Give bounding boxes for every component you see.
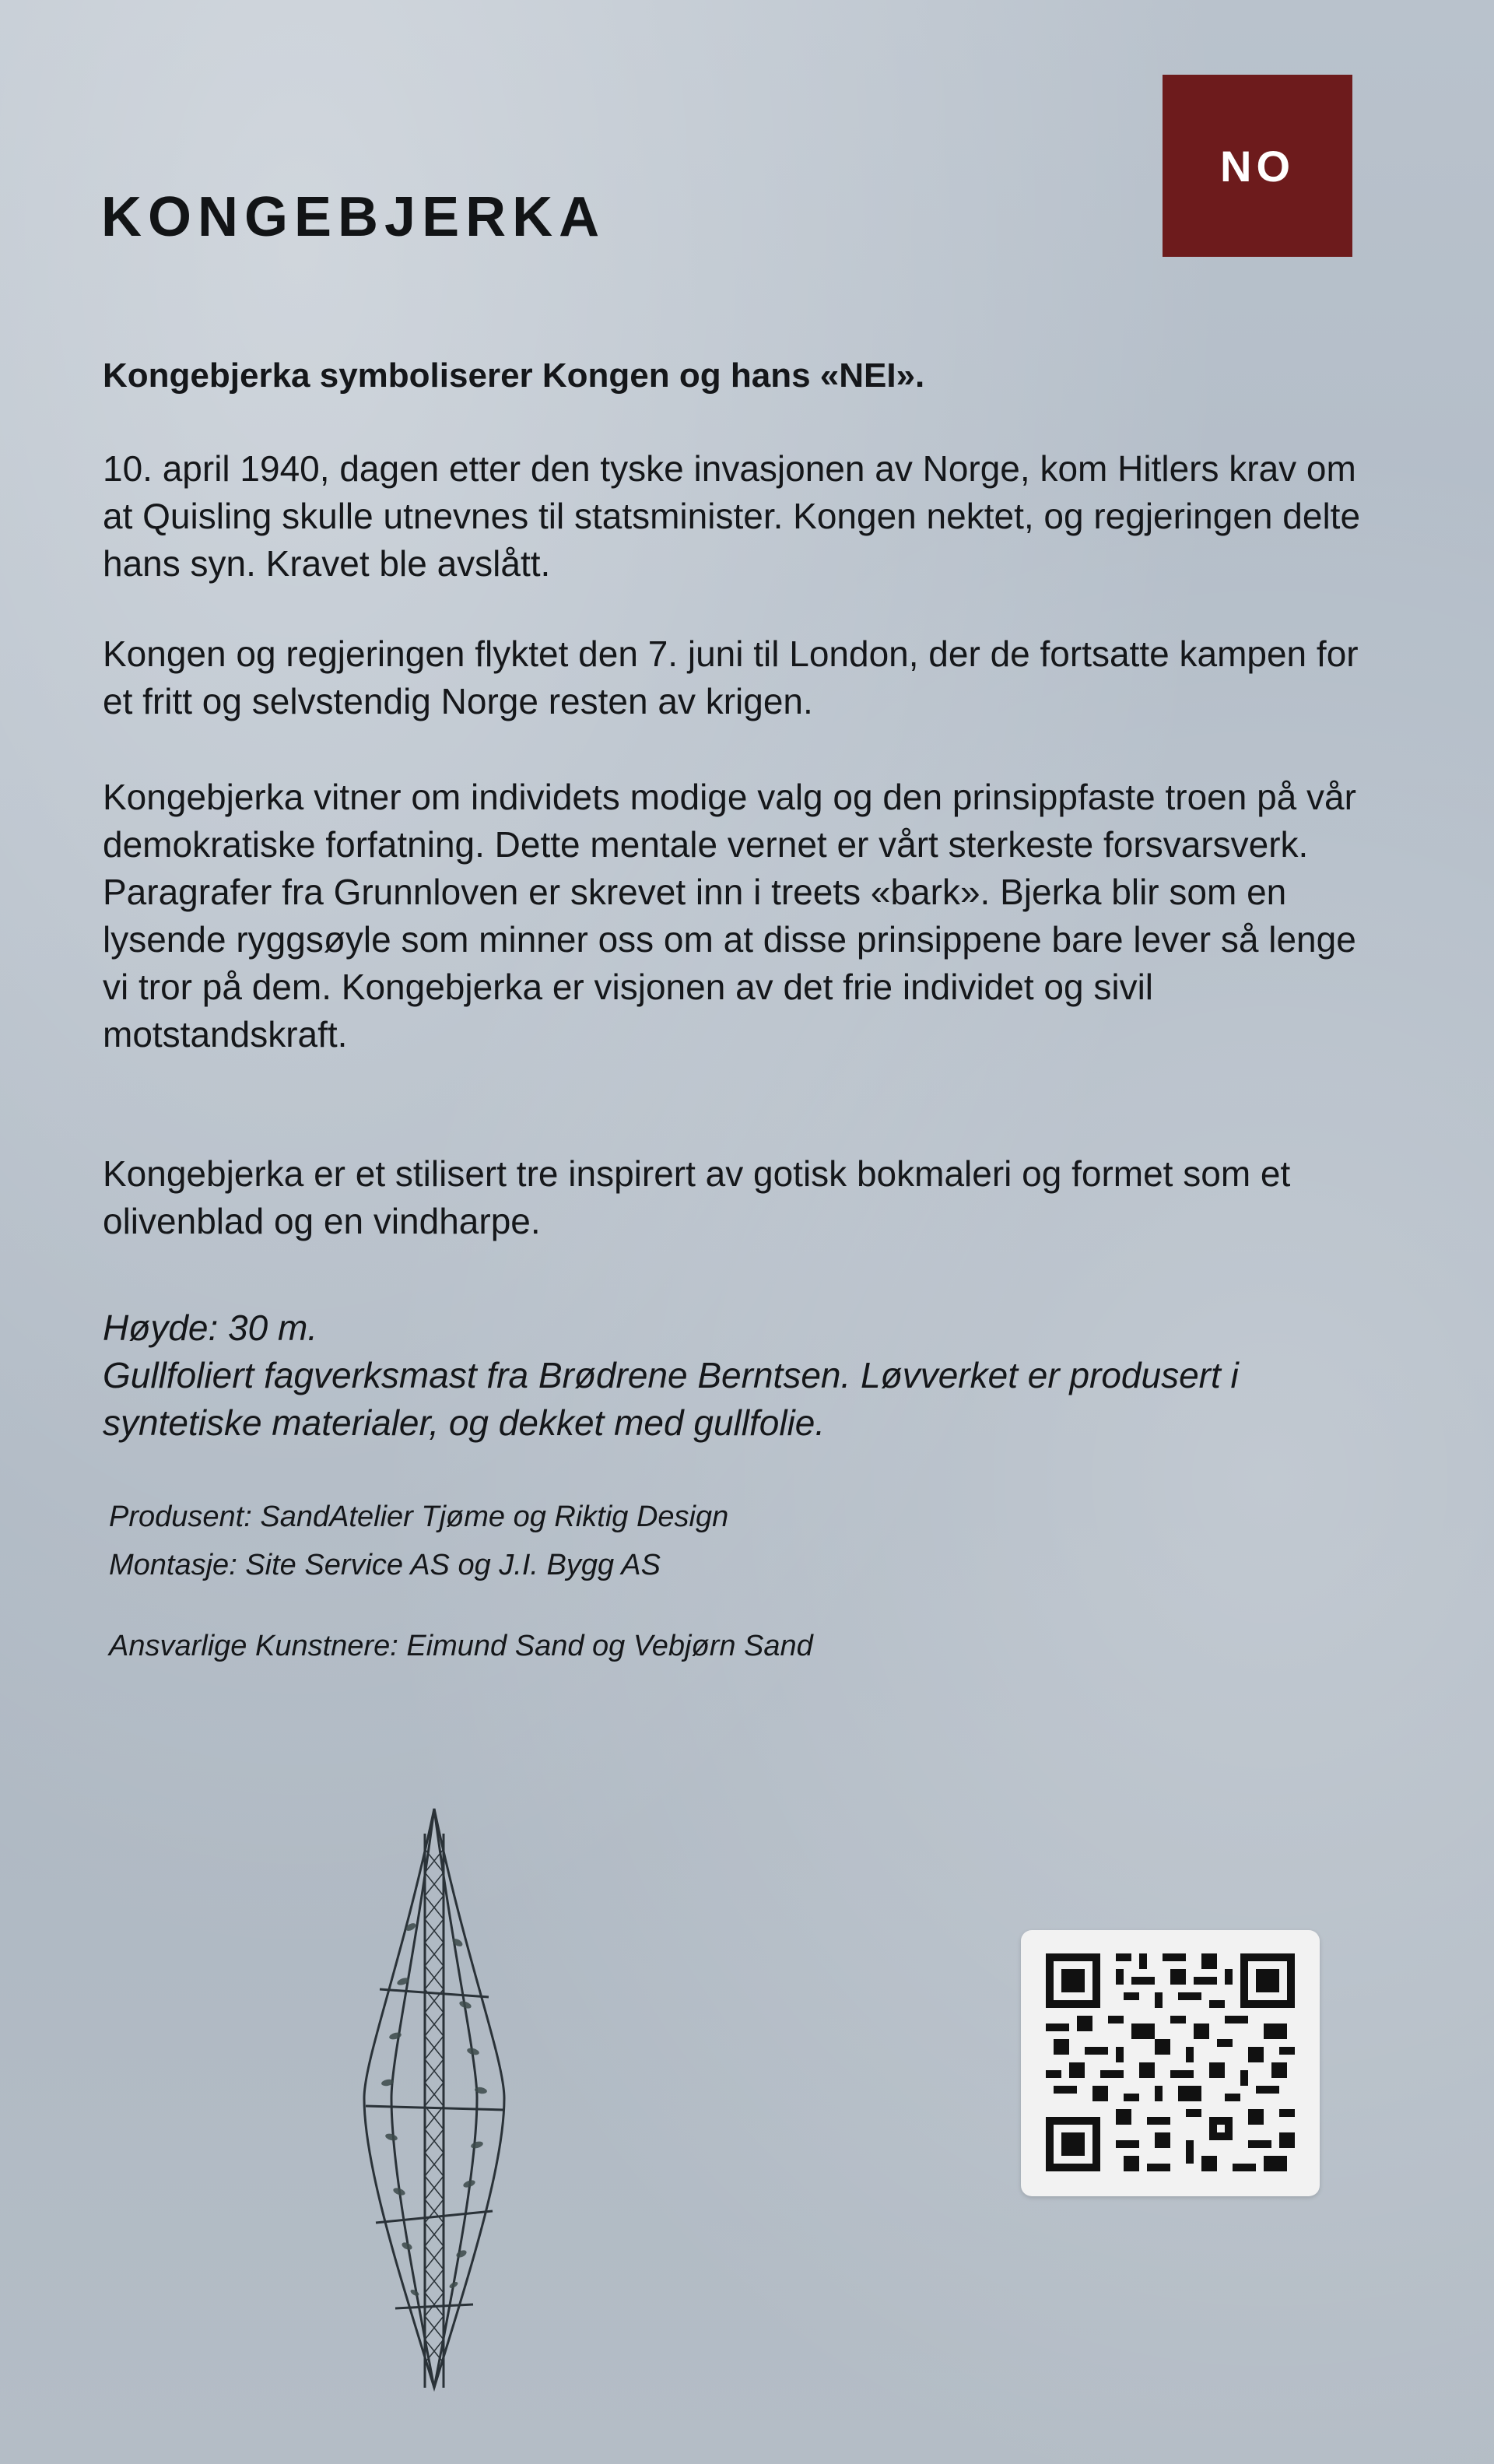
producer-credit: Produsent: SandAtelier Tjøme og Riktig Design — [109, 1501, 729, 1533]
qr-code-icon — [1038, 1946, 1303, 2179]
credits-block — [109, 1493, 728, 1589]
tree-illustration-icon — [356, 1802, 512, 2394]
specs-block — [103, 1304, 1387, 1447]
paragraph-1: 10. april 1940, dagen etter den tyske invasjonen av Norge, kom Hitlers krav om at Quisling skulle utnevnes til statsminister. Kongen nektet, og regjeringen delte hans syn. Kravet ble avslått. — [103, 448, 1361, 584]
qr-code-sticker[interactable] — [1021, 1930, 1320, 2196]
lead-text: Kongebjerka symboliserer Kongen og hans «NEI». — [103, 356, 925, 395]
language-label: NO — [1220, 141, 1295, 191]
paragraph-2: Kongen og regjeringen flyktet den 7. juni til London, der de fortsatte kampen for et fritt og selvstendig Norge resten av krigen. — [103, 634, 1359, 721]
materials-spec: Gullfoliert fagverksmast fra Brødrene Berntsen. Løvverket er produsert i syntetiske materialer, og dekket med gullfolie. — [103, 1355, 1239, 1443]
sign-title: KONGEBJERKA — [101, 186, 606, 248]
artists-credit: Ansvarlige Kunstnere: Eimund Sand og Vebjørn Sand — [109, 1630, 813, 1662]
paragraph-4: Kongebjerka er et stilisert tre inspirert av gotisk bokmaleri og formet som et olivenblad og en vindharpe. — [103, 1153, 1291, 1241]
language-badge — [1163, 75, 1352, 257]
paragraph-3: Kongebjerka vitner om individets modige valg og den prinsippfaste troen på vår demokratiske forfatning. Dette mentale vernet er vårt sterkeste forsvarsverk. Paragrafer fra Grunnloven er skrevet inn i treets «bark». Bjerka blir som en lysende ryggsøyle som minner oss om at disse prinsippene bare lever så lenge vi tror på dem. Kongebjerka er visjonen av det frie individet og sivil motstandskraft. — [103, 777, 1356, 1055]
assembly-credit: Montasje: Site Service AS og J.I. Bygg AS — [109, 1549, 661, 1581]
height-spec: Høyde: 30 m. — [103, 1307, 318, 1348]
